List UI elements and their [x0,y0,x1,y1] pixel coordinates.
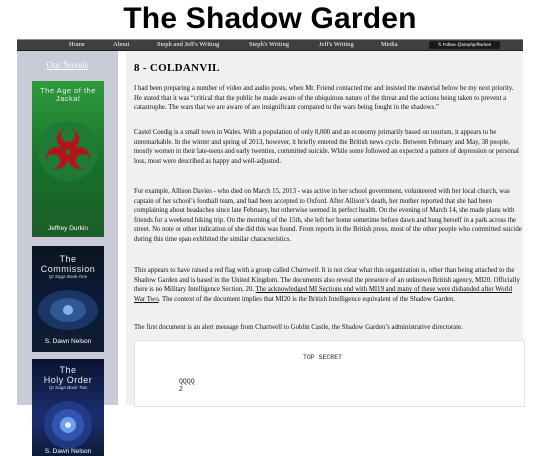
follow-label: Follow @stephjeffwrites [442,42,492,47]
nebula-art-icon [32,284,104,334]
nav-home[interactable]: Home [69,41,85,48]
sidebar [17,51,118,455]
book-title-line2: Jackal [55,94,81,103]
nav-stephs-writing[interactable]: Steph's Writing [249,41,289,48]
article-content [126,51,523,405]
chapter-title: 8 - COLDANVIL [134,62,220,74]
nav-media[interactable]: Media [381,41,398,48]
document-header: TOP SECRET [303,354,343,361]
our-novels-link[interactable]: Our Novels [46,60,89,70]
biohazard-icon [32,111,104,201]
chartwell-term: Chartwell [291,267,319,274]
p4-text-end: . The context of the document implies that MI20 is the British Intelligence equivalent of the Shadow Garden. [158,295,456,303]
document-line-1: QQQQ [179,378,195,385]
document-line-2: Z [179,386,183,393]
book-author: S. Dawn Nelson [44,338,92,345]
document-excerpt [134,340,525,407]
twitter-bird-icon: 𝕏 [437,42,442,47]
paragraph-3: For example, Allison Davies - who died on March 15, 2013 - was active in her school government, volunteered with her local church, was captain of her school’s football team, and had been accepted to Oxford. After Allison’s death, her mother reported that she had been complaining about headaches since late February, but otherwise seemed in perfect health. On the evening of March 14, she made plans with friends for a weekend hiking trip. On the morning of the 15th, she left her home sometime before dawn and hung herself in a park across the street. No note or other indication of she did this was found. From reports in the British press, most of the other people who committed suicide during this time span exhibited the similar characteristics. [134,188,522,243]
vortex-art-icon [32,395,104,451]
book-title-line2: Holy Order [43,375,93,385]
book-title-line1: The Age of the [40,86,96,95]
book-title-line1: The [59,254,77,264]
book-author: Jeffrey Durkin [48,225,88,232]
paragraph-1: I had been preparing a number of video and audio posts, when Mr. Friend contacted me and insisted the material below be my next priority. He stated that it was “critical that the public be made aware of the ubiquitous nature of the threat and the actions being taken to prevent a catastrophe. The wars that we are aware of are insignificant compared to the wars being fought in the shadows.” [134,85,514,112]
book-cover-the-holy-order[interactable] [32,359,104,456]
book-title-line1: The [59,365,77,375]
book-subtitle: QI Saga Book Two [48,385,88,390]
twitter-follow-button[interactable] [429,41,500,49]
site-title: The Shadow Garden [123,2,417,35]
paragraph-2: Castel Coedig is a small town in Wales. With a population of only 8,000 and an economy primarily based on tourism, it appears to be unremarkable. In the winter and spring of 2013, however, it briefly entered the British news cycle. Between February and May, 38 people, mostly women in their late-teens and early twenties, committed suicide. While some followed an expected a pattern of depression or personal loss, most were described as happy and well-adjusted. [134,129,519,165]
paragraph-4 [134,266,522,304]
mi-sections-link[interactable]: The acknowledged MI Sections end with MI19 and many of these were disbanded after World War Two [134,286,513,303]
nav-jeffs-writing[interactable]: Jeff's Writing [319,41,354,48]
paragraph-5: The first document is an alert message from Chartwell to Goblin Castle, the Shadow Garden’s administrative directorate. [134,324,463,331]
nav-about[interactable]: About [113,41,130,48]
book-subtitle: QI Saga Book One [48,274,88,279]
p4-text-middle: . It is not clear what this organization is, other than being attached to the Shadow Garden and is based in the United Kingdom. The documents also reveal the presence of an unknown British agency, MI20. Officially there is no Military Intelligence Section, 20. [134,267,520,294]
book-title-line2: Commission [40,264,96,274]
book-cover-age-of-the-jackal[interactable] [32,81,104,237]
book-author: S. Dawn Nelson [44,448,92,455]
book-cover-the-commission[interactable] [32,246,104,352]
nav-bar [17,39,523,51]
nav-steph-and-jeffs-writing[interactable]: Steph and Jeff's Writing [157,41,220,48]
p4-text-start: This appears to have raised a red flag with a group called [134,267,292,274]
